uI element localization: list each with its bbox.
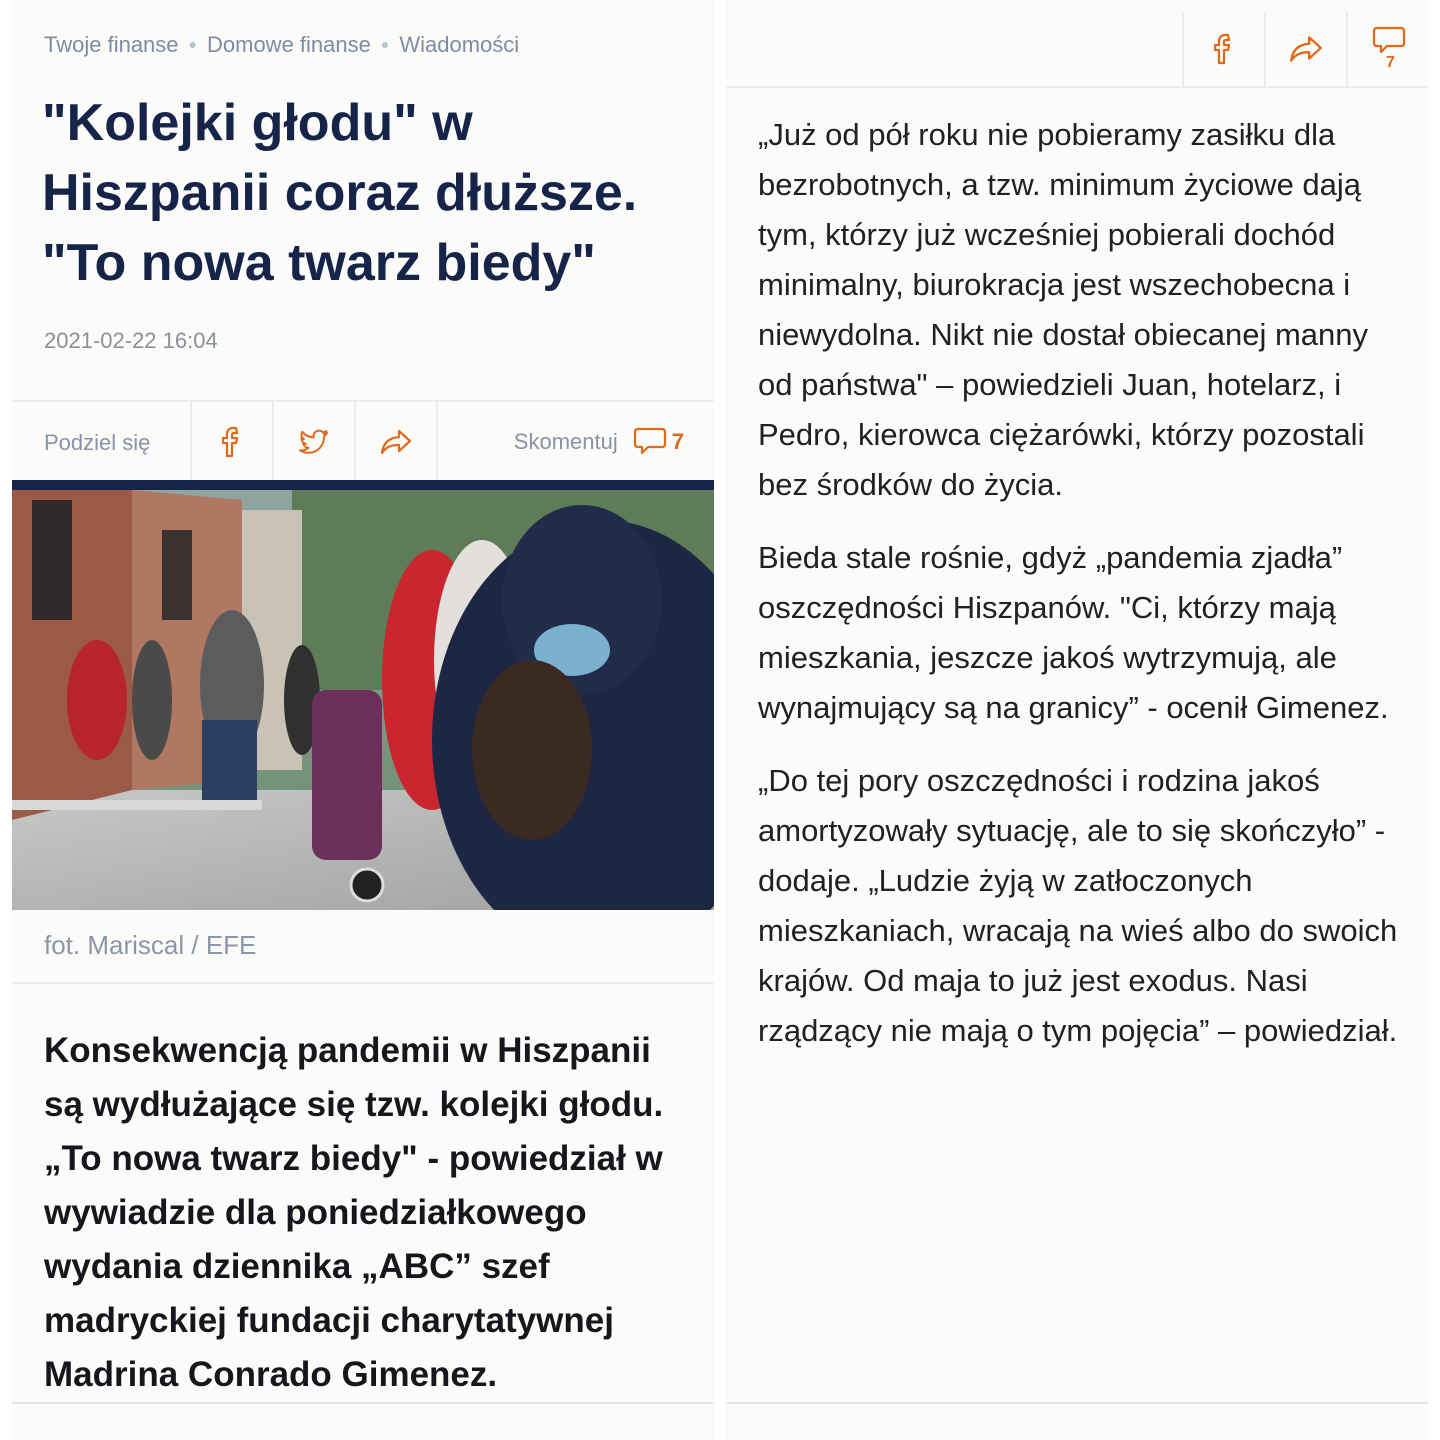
share-facebook-button[interactable] — [1182, 12, 1264, 86]
share-label: Podziel się — [44, 430, 151, 455]
comment-bubble-icon — [1369, 24, 1407, 58]
facebook-icon — [219, 426, 245, 458]
article-photo[interactable] — [12, 480, 714, 910]
comment-bubble-icon — [630, 426, 668, 458]
share-twitter-button[interactable] — [272, 402, 354, 482]
article-body-panel — [726, 0, 1428, 1440]
share-link-button[interactable] — [1264, 12, 1346, 86]
twitter-icon — [298, 428, 330, 456]
divider — [12, 982, 714, 984]
photo-caption: fot. Mariscal / EFE — [44, 930, 257, 960]
breadcrumb-separator: ● — [188, 36, 197, 52]
article-date: 2021-02-22 16:04 — [44, 328, 218, 353]
comment-label: Skomentuj — [513, 429, 618, 454]
share-arrow-icon — [379, 428, 413, 456]
article-paragraph: „Do tej pory oszczędności i rodzina jakoś amortyzowały sytuację, ale to się skończyło” - dodaje. „Ludzie żyją w zatłoczonych mieszkaniach, wracają na wieś albo do swoich krajów. Od maja to już jest exodus. Nasi rządzący nie mają o tym pojęcia” – powiedział. — [758, 763, 1398, 1048]
divider — [12, 1402, 714, 1404]
article-paragraph: Bieda stale rośnie, gdyż „pandemia zjadła” oszczędności Hiszpanów. "Ci, którzy mają mieszkania, jeszcze jakoś wytrzymują, ale wynajmujący są na granicy” - ocenił Gimenez. — [758, 540, 1389, 725]
sticky-share-bar — [726, 12, 1428, 88]
article-title: "Kolejki głodu" w Hiszpanii coraz dłuższe. "To nowa twarz biedy" — [42, 94, 638, 292]
breadcrumb-item-domowe-finanse[interactable]: Domowe finanse — [207, 32, 371, 57]
photo-queue-image — [12, 490, 714, 910]
comment-link[interactable] — [514, 426, 684, 458]
article-lead: Konsekwencją pandemii w Hiszpanii są wydłużające się tzw. kolejki głodu. „To nowa twarz biedy" - powiedział w wywiadzie dla poniedziałkowego wydania dziennika „ABC” szef madryckiej fundacji charytatywnej Madrina Conrado Gimenez. — [44, 1031, 664, 1394]
share-facebook-button[interactable] — [190, 402, 272, 482]
share-arrow-icon — [1288, 34, 1324, 64]
divider — [726, 1402, 1428, 1404]
breadcrumb-separator: ● — [380, 36, 390, 52]
share-link-button[interactable] — [354, 402, 436, 482]
article-header-panel — [12, 0, 714, 1440]
breadcrumb-item-twoje-finanse[interactable]: Twoje finanse — [44, 32, 179, 57]
comment-count: 7 — [1386, 54, 1395, 71]
breadcrumb — [44, 32, 519, 58]
share-bar — [12, 400, 714, 482]
comment-count: 7 — [671, 429, 684, 454]
article-body — [758, 110, 1398, 1079]
share-bar-divider — [436, 402, 438, 482]
breadcrumb-item-wiadomosci[interactable]: Wiadomości — [399, 32, 520, 57]
comments-button[interactable] — [1346, 12, 1428, 86]
facebook-icon — [1211, 32, 1237, 66]
article-paragraph: „Już od pół roku nie pobieramy zasiłku dla bezrobotnych, a tzw. minimum życiowe dają tym, którzy już wcześniej pobierali dochód minimalny, biurokracja jest wszechobecna i niewydolna. Nikt nie dostał obiecanej manny od państwa" – powiedzieli Juan, hotelarz, i Pedro, kierowca ciężarówki, którzy pozostali bez środków do życia. — [758, 117, 1369, 502]
